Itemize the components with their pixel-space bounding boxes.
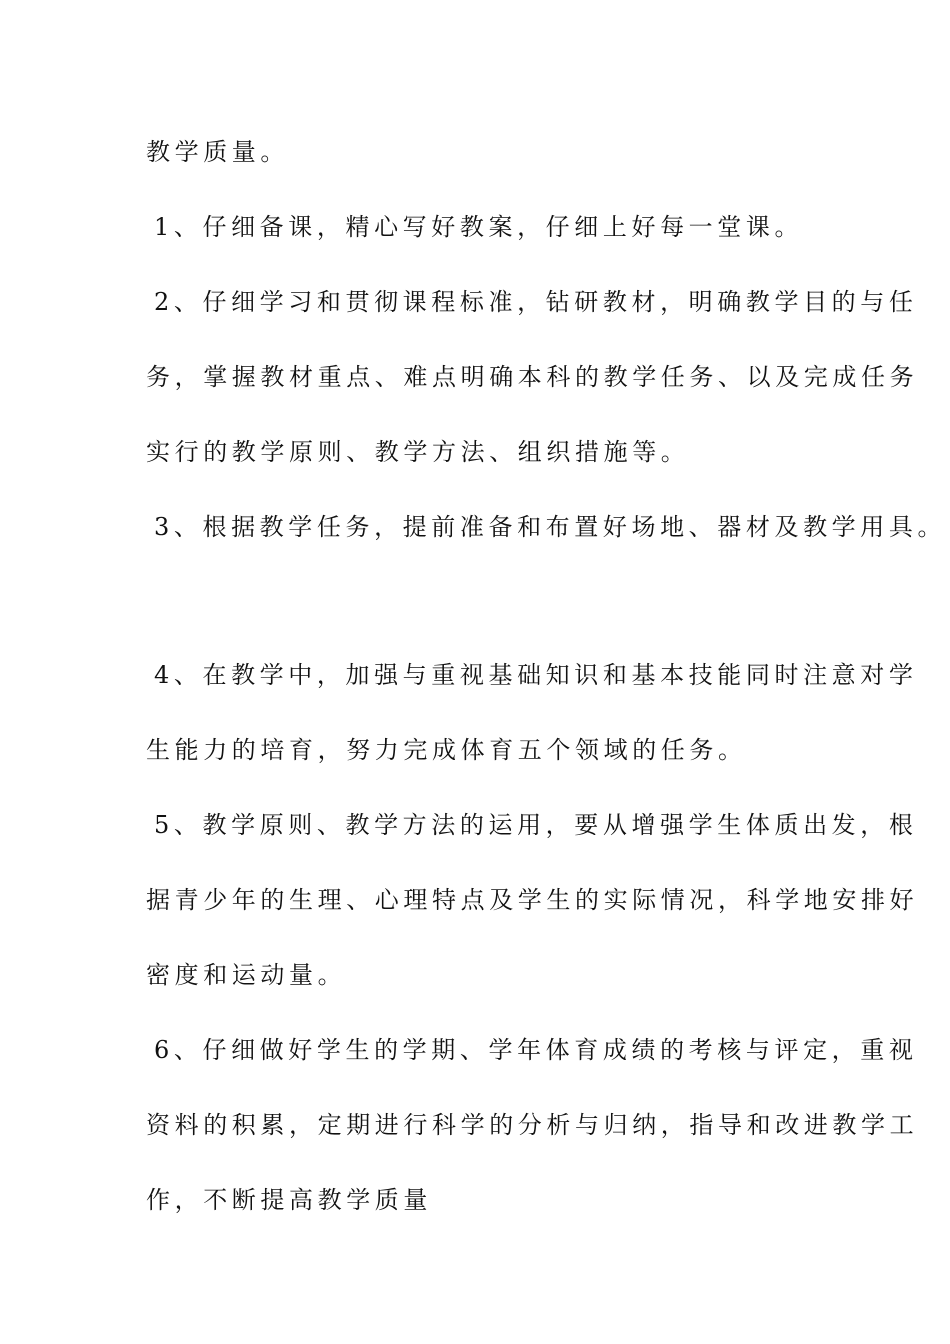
text-line: 2、仔细学习和贯彻课程标准，钻研教材，明确教学目的与任 — [154, 288, 918, 316]
text-line: 实行的教学原则、教学方法、组织措施等。 — [146, 438, 690, 466]
text-line: 作，不断提高教学质量 — [146, 1186, 432, 1214]
text-line: 密度和运动量。 — [146, 961, 347, 989]
text-line: 4、在教学中，加强与重视基础知识和基本技能同时注意对学 — [154, 661, 918, 689]
text-line: 生能力的培育，努力完成体育五个领域的任务。 — [146, 736, 747, 764]
text-line: 教学质量。 — [146, 138, 289, 166]
text-line: 3、根据教学任务，提前准备和布置好场地、器材及教学用具。 — [154, 513, 947, 541]
text-line: 1、仔细备课，精心写好教案，仔细上好每一堂课。 — [154, 213, 804, 241]
text-line: 5、教学原则、教学方法的运用，要从增强学生体质出发，根 — [154, 811, 918, 839]
text-line: 6、仔细做好学生的学期、学年体育成绩的考核与评定，重视 — [154, 1036, 918, 1064]
text-line: 资料的积累，定期进行科学的分析与归纳，指导和改进教学工 — [146, 1111, 919, 1139]
text-line: 据青少年的生理、心理特点及学生的实际情况，科学地安排好 — [146, 886, 919, 914]
text-line: 务，掌握教材重点、难点明确本科的教学任务、以及完成任务 — [146, 363, 919, 391]
